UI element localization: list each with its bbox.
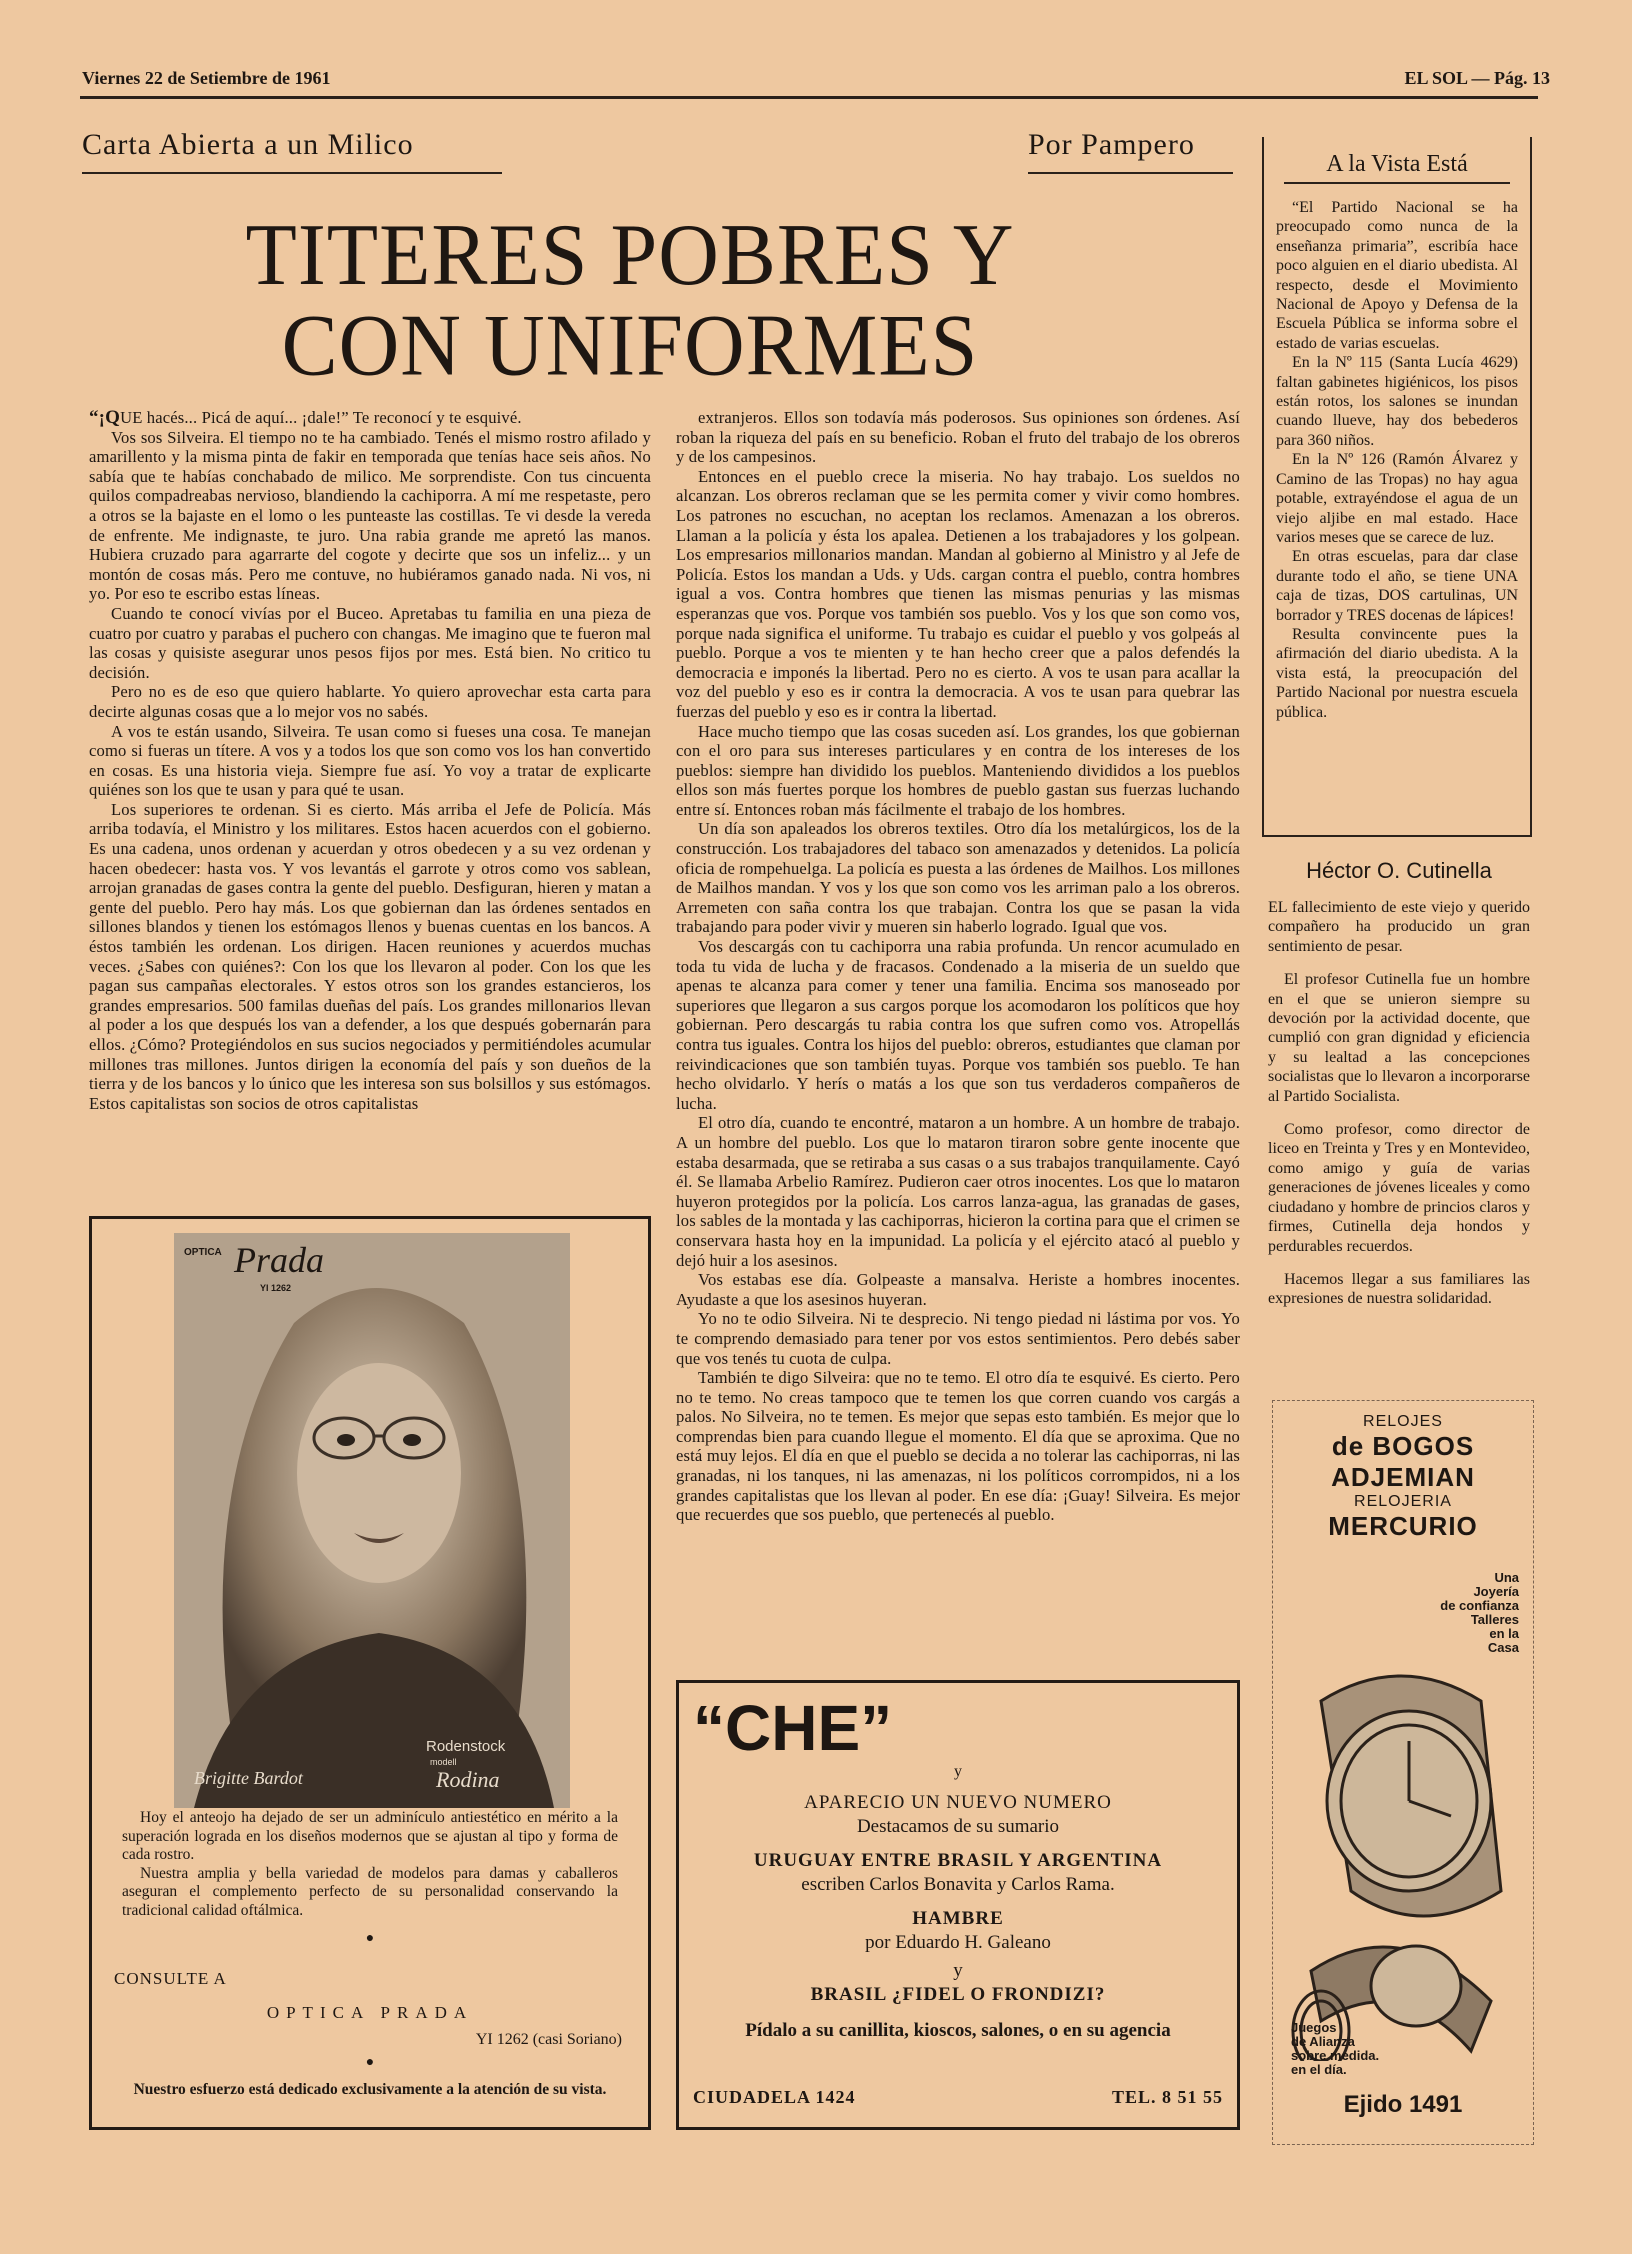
sidebar-box <box>1262 137 1532 837</box>
article-kicker: Carta Abierta a un Milico <box>82 128 414 161</box>
watch-illustration-icon <box>1281 1641 1531 2061</box>
paragraph: En otras escuelas, para dar clase durante todo el año, se tiene UNA caja de tizas, DOS cartulinas, UN borrador y TRES docenas de lápices! <box>1276 548 1518 624</box>
che-item: URUGUAY ENTRE BRASIL Y ARGENTINA <box>753 1850 1163 1871</box>
prada-body <box>122 1809 618 1920</box>
prada-logo: Prada <box>234 1240 324 1280</box>
ad-text-line: Una <box>1494 1570 1519 1585</box>
advert-photo <box>174 1233 570 1808</box>
ad-text-line: sobre medida. <box>1291 2048 1380 2063</box>
model-label: modell <box>430 1757 457 1767</box>
ad-text-line: en la <box>1489 1626 1519 1641</box>
prada-consult: CONSULTE A <box>114 1969 227 1988</box>
paragraph: Como profesor, como director de liceo en Treinta y Tres y en Montevideo, como amigo y guía de varias generaciones de jóvenes liceales y como ciudadano y hombre de princios claros y firmes, Cutinella deja hondos y perdurables recuerdos. <box>1268 1121 1530 1255</box>
ad-text-line: Juegos <box>1291 2020 1337 2035</box>
page-header <box>82 68 1550 89</box>
ad-text-line: Casa <box>1487 1640 1519 1655</box>
header-rule <box>80 96 1538 99</box>
paragraph: EL fallecimiento de este viejo y querido compañero ha producido un gran sentimiento de pesar. <box>1268 899 1530 955</box>
sidebar-rule <box>1284 182 1510 184</box>
paragraph: En la Nº 115 (Santa Lucía 4629) faltan gabinetes higiénicos, los pisos están rotos, los salones se inundan cuando llueve, hay dos bebederos para 360 niños. <box>1276 354 1518 449</box>
watch-ad-line: RELOJES <box>1363 1413 1443 1430</box>
watch-ad-line: de BOGOS <box>1331 1431 1475 1461</box>
paragraph: En la Nº 126 (Ramón Álvarez y Camino de las Tropas) no hay agua potable, extrayéndose el agua de un viejo aljibe en mal estado. Hace varios meses que se carece de luz. <box>1276 451 1518 546</box>
paragraph: extranjeros. Ellos son todavía más poderosos. Sus opiniones son órdenes. Así roban la riqueza del país en su beneficio. Roban el fruto del trabajo de los obreros y de los campesinos. <box>676 408 1240 467</box>
paragraph: También te digo Silveira: que no te temo. El otro día te esquivé. Es cierto. Pero no te temo. No creas tampoco que te temen los que corren cuando vos cargás a palos. No Silveira, no te temen. Es mejor que sepas esto también. Es mejor que lo comprendas bien para cuando llegue el momento. El día que se aproxima. Que no está muy lejos. El día en que el pueblo se decida a no tolerar las cachiporras, ni las granadas, ni los tanques, ni las amenazas, ni los políticos corrompidos, ni a los grandes capitalistas que los llevan al poder. En ese día: ¡Guay! Silveira. Es mejor que recuerdes que sos pueblo, que pertenecés al pueblo. <box>676 1368 1240 1525</box>
che-line: Destacamos de su sumario <box>856 1816 1060 1837</box>
paragraph: “El Partido Nacional se ha preocupado como nunca de la enseñanza primaria”, escribía hace poco alguien en el diario ubedista. Al respecto, desde el Movimiento Nacional de Apoyo y Defensa de la Escuela Pública se informa sobre el estado de varias escuelas. <box>1276 199 1518 352</box>
che-item-author: por Eduardo H. Galeano <box>865 1932 1051 1953</box>
che-phone: TEL. 8 51 55 <box>1111 2087 1223 2107</box>
portrait-photo-icon <box>174 1233 570 1808</box>
prada-logo-small: OPTICA <box>184 1247 222 1258</box>
paragraph: Pero no es de eso que quiero hablarte. Yo quiero aprovechar esta carta para decirte algunas cosas que a lo mejor vos no sabés. <box>89 682 651 721</box>
paragraph: Vos estabas ese día. Golpeaste a mansalva. Heriste a hombres inocentes. Ayudaste a que los asesinos huyeran. <box>676 1270 1240 1309</box>
watch-ad <box>1272 1400 1534 2145</box>
paper-page: EL SOL — Pág. 13 <box>1404 68 1550 88</box>
ad-text-line: Joyería <box>1473 1584 1519 1599</box>
paragraph: El otro día, cuando te encontré, mataron a un hombre. A un hombre de trabajo. A un hombre del pueblo. Los que lo mataron tiraron sobre gente inocente que estaba desarmada, que se retiraba a sus casas o a sus trabajos tranquilamente. Cayó él. Se llamaba Arbelio Ramírez. Pudieron caer otros inocentes. Los que lo mataron huyeron protegidos por la policía. Los carros lanza-agua, las granadas de gases, los sables de la montada y las cachiporras, hicieron la cortina para que el crimen se conservara hasta hoy en la impunidad. La policía y el ejército atacó al pueblo y dejó huir a los asesinos. <box>676 1113 1240 1270</box>
paragraph: Un día son apaleados los obreros textiles. Otro día los metalúrgicos, los de la construcción. Los trabajadores del tabaco son amenazados y detenidos. La policía oficia de rompehuelga. La policía es puesta a las órdenes de Mailhos. Los millones de Mailhos mandan. Y vos y los que son como vos les arriman palo a los obreros. Arremeten con saña contra los que trabajan. Contra los que se pasan la vida trabajando para poder vivir y mueren sin haberlo logrado. Igual que vos. <box>676 819 1240 937</box>
ad-text-line: de confianza <box>1440 1598 1519 1613</box>
che-magazine-ad <box>676 1680 1240 2130</box>
obituary <box>1268 858 1530 1323</box>
headline <box>160 206 1100 395</box>
bullet: ● <box>365 2055 375 2070</box>
prada-body-paragraph: Hoy el anteojo ha dejado de ser un adminículo antiestético en mérito a la superación lograda en los diseños modernos que se ajustan al tipo y forma de cada rostro. <box>122 1809 618 1863</box>
rodenstock-brand: Rodenstock <box>426 1738 506 1755</box>
che-and: y <box>954 1763 962 1780</box>
issue-date: Viernes 22 de Setiembre de 1961 <box>82 68 331 88</box>
watch-ad-line: RELOJERIA <box>1354 1493 1452 1510</box>
paragraph: Hace mucho tiempo que las cosas suceden así. Los grandes, los que gobiernan con el oro para sus intereses particulares y en contra de los intereses de los pueblos: siempre han dividido los pueblos. Manteniendo divididos a los pueblos ellos son más fuertes porque los hombres de pueblo gastan sus fuerzas luchando entre sí. Entonces roban más fácilmente el trabajo de los hombres. <box>676 721 1240 819</box>
paragraph: A vos te están usando, Silveira. Te usan como si fueses una cosa. Te manejan como si fueras un títere. A vos y a todos los que son como vos los han convertido en cosas. Es una historia vieja. Siempre fue así. Yo voy a tratar de explicarte quiénes son los que te usan y para qué te usan. <box>89 721 651 800</box>
byline-rule <box>1028 172 1233 174</box>
headline-line: TITERES POBRES Y <box>245 206 1015 305</box>
che-item: HAMBRE <box>912 1908 1004 1929</box>
kicker-rule <box>82 172 502 174</box>
watch-ad-address: Ejido 1491 <box>1343 2091 1463 2118</box>
sidebar-title: A la Vista Está <box>1326 151 1468 177</box>
model-name: Rodina <box>436 1767 500 1792</box>
che-and: y <box>953 1960 963 1981</box>
paragraph: Yo no te odio Silveira. Ni te desprecio. Ni tengo piedad ni lástima por vos. Yo te comprendo demasiado para tener por vos estos sentimientos. Pero debés saber que vos tenés tu cuota de culpa. <box>676 1309 1240 1368</box>
che-item-author: escriben Carlos Bonavita y Carlos Rama. <box>801 1874 1115 1895</box>
che-title: “CHE” <box>693 1692 893 1764</box>
article-column-2 <box>676 408 1240 1525</box>
signature: Brigitte Bardot <box>194 1768 303 1788</box>
paragraph: Vos sos Silveira. El tiempo no te ha cambiado. Tenés el mismo rostro afilado y amarillento y la misma pinta de fakir en temporada que tenías hace seis años. No sabía que te habías conchabado de milico. Me sorprendiste. Con tus cincuenta quilos compadreabas nervioso, blandiendo la cachiporra. A mí me respetaste, pero a otros se la bajaste en el lomo o les punteaste las costillas. Te vi desde la vereda de enfrente. Me indignaste, te juro. Una rabia grande me apretó las manos. Hubiera cruzado para agarrarte del cogote y decirte que sos un infeliz... y un montón de cosas más. Pero me contuve, no hubiéramos ganado nada. Ni vos, ni yo. Por eso te escribo estas líneas. <box>89 427 651 604</box>
paragraph: El profesor Cutinella fue un hombre en el que se unieron siempre su devoción por la actividad docente, que cumplió con gran dignidad y eficiencia y su lealtad a las concepciones socialistas que lo llevaron a incorporarse al Partido Socialista. <box>1268 971 1530 1105</box>
paragraph: Cuando te conocí vivías por el Buceo. Apretabas tu familia en una pieza de cuatro por cuatro y parabas el puchero con changas. Me imagino que te fueron mal las cosas y quisiste asegurar unos pesos fijos por mes. Está bien. No critico tu decisión. <box>89 603 651 682</box>
bullet: ● <box>365 1931 375 1946</box>
headline-line: CON UNIFORMES <box>281 296 979 395</box>
prada-body-paragraph: Nuestra amplia y bella variedad de modelos para damas y caballeros aseguran el complemento perfecto de su personalidad conservando la tradicional calidad oftálmica. <box>122 1864 618 1919</box>
prada-footer: Nuestro esfuerzo está dedicado exclusivamente a la atención de su vista. <box>133 2081 607 2098</box>
article-byline: Por Pampero <box>1028 128 1195 161</box>
ad-text-line: de Alianza <box>1291 2034 1355 2049</box>
che-item: BRASIL ¿FIDEL O FRONDIZI? <box>810 1984 1106 2005</box>
che-line: APARECIO UN NUEVO NUMERO <box>804 1792 1112 1813</box>
paragraph: Entonces en el pueblo crece la miseria. No hay trabajo. Los sueldos no alcanzan. Los obreros reclaman que se les permita comer y vivir como hombres. Los patrones no escuchan, no aceptan los reclamos. Amenazan a los obreros. Llaman a la policía y ésta los apalea. Detienen a los trabajadores y los golpean. Los empresarios millonarios mandan. Mandan al gobierno al Ministro y al Jefe de Policía. Estos los mandan a Uds. y Uds. cargan contra el pueblo, contra hombres igual a vos. Contra hombres que tienen las mismas penurias y las mismas esperanzas que vos. Porque vos también sos pueblo. Vos y los que son como vos, porque nada significa el uniforme. Tu trabajo es cuidar el pueblo y vos golpeás al pueblo. Porque a vos te mienten y te han hecho creer que a palos defendés la democracia e imponés la libertad. Pero no es cierto. A vos te usan para acallar la voz del pueblo y eso es ir contra la democracia. A vos te usan para quebrar las fuerzas del pueblo y eso es ir contra la libertad. <box>676 466 1240 721</box>
prada-name: OPTICA PRADA <box>266 2003 474 2022</box>
paragraph: “¡QUE hacés... Picá de aquí... ¡dale!” Te reconocí y te esquivé. <box>89 407 522 428</box>
paragraph: Vos descargás con tu cachiporra una rabia profunda. Un rencor acumulado en toda tu vida de lucha y de fracasos. Condenado a la miseria de un sueldo que apenas te alcanza para comer y tener una familia. Encima sos manoseado por superiores que llegaron a sus cargos porque los acomodaron los políticos que hoy gobiernan. Pero descargás tu rabia contra los que sufren como vos. Atropellás contra tus iguales. Contra los hijos del pueblo: obreros, estudiantes que claman por reivindicaciones que son también tuyas. Porque vos también sos pueblo. Te han hecho olvidarlo. Y herís o matás a los que son tus verdaderos compañeros de lucha. <box>676 937 1240 1113</box>
paragraph: Hacemos llegar a sus familiares las expresiones de nuestra solidaridad. <box>1268 1270 1530 1308</box>
che-body <box>679 1791 1237 2043</box>
prada-logo-phone: YI 1262 <box>260 1283 292 1293</box>
prada-address: YI 1262 (casi Soriano) <box>475 2031 622 2048</box>
obituary-title: Héctor O. Cutinella <box>1306 858 1492 883</box>
che-cta: Pídalo a su canillita, kioscos, salones, o en su agencia <box>745 2020 1171 2041</box>
sidebar-body <box>1276 198 1518 722</box>
che-address: CIUDADELA 1424 <box>693 2087 856 2107</box>
optica-prada-ad <box>89 1216 651 2130</box>
paragraph: Resulta convincente pues la afirmación del diario ubedista. A la vista está, la preocupación del Partido Nacional por nuestra escuela pública. <box>1276 625 1518 721</box>
article-column-1 <box>89 408 651 1113</box>
watch-ad-line: MERCURIO <box>1328 1511 1478 1541</box>
watch-ad-line: ADJEMIAN <box>1331 1462 1475 1492</box>
paragraph: Los superiores te ordenan. Si es cierto. Más arriba el Jefe de Policía. Más arriba todavía, el Ministro y los militares. Estos hacen acuerdos con el gobierno. Es una cadena, unos ordenan y acuerdan y otros obedecen y a su vez ordenan y hacen obedecer: hasta vos. Y vos levantás el garrote y otros como vos sablean, arrojan granadas de gases contra la gente del pueblo. Desfiguran, hieren y matan a gente del pueblo. Pero hay más. Los que gobiernan dan las órdenes sentados en sillones blandos y tienen los estómagos llenos y buenas cuentas en los bancos. A éstos también les ordenan. Los dirigen. Hacen reuniones y acuerdos muchas veces. ¿Sabes con quiénes?: Con los que los llevaron al poder. Con los que les pagan sus campañas electorales. Y estos otros son los grandes estancieros, los grandes empresarios. 500 familas dueñas del país. Los grandes millonarios llevan al poder a los que después los van a defender, a los que después gobernarán para ellos. ¿Cómo? Protegiéndolos en sus sucios negociados y permitiéndoles acumular millones tras millones. Juntos dirigen la economía del país y son dueños de la tierra y de los bancos y lo único que les interesa son sus bolsillos y sus estómagos. Estos capitalistas son socios de otros capitalistas <box>89 799 651 1113</box>
obituary-body <box>1268 898 1530 1309</box>
ad-text-line: en el día. <box>1291 2062 1347 2077</box>
ad-text-line: Talleres <box>1470 1612 1519 1627</box>
watch-ad-rings <box>1291 2021 1379 2077</box>
